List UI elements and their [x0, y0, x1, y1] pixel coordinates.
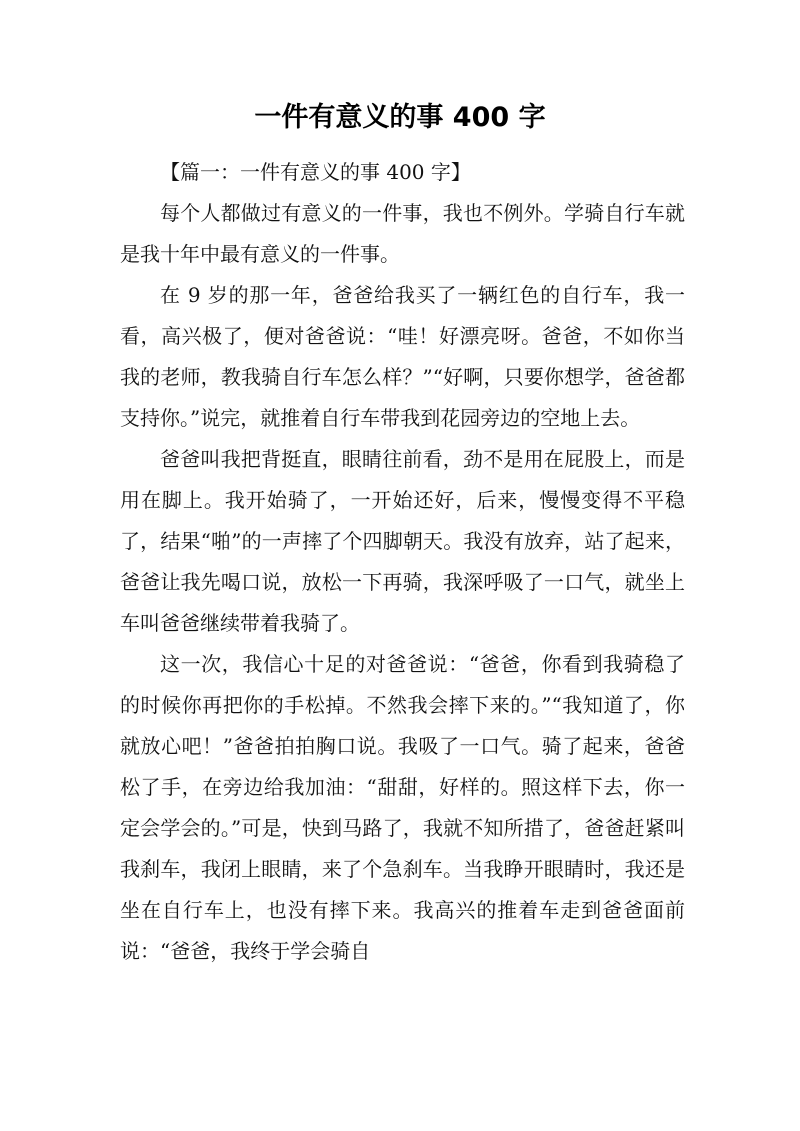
paragraph: 每个人都做过有意义的一件事，我也不例外。学骑自行车就是我十年中最有意义的一件事。: [120, 201, 685, 266]
paragraph: 在 9 岁的那一年，爸爸给我买了一辆红色的自行车，我一看，高兴极了，便对爸爸说：“哇！好漂亮呀。爸爸，不如你当我的老师，教我骑自行车怎么样？”“好啊，只要你想学，爸爸都支持你。”说完，就推着自行车带我到花园旁边的空地上去。: [120, 283, 685, 430]
document-body: [120, 152, 685, 972]
paragraph: 爸爸叫我把背挺直，眼睛往前看，劲不是用在屁股上，而是用在脚上。我开始骑了，一开始还好，后来，慢慢变得不平稳了，结果“啪”的一声摔了个四脚朝天。我没有放弃，站了起来，爸爸让我先喝口说，放松一下再骑，我深呼吸了一口气，就坐上车叫爸爸继续带着我骑了。: [120, 447, 685, 635]
paragraph: 这一次，我信心十足的对爸爸说：“爸爸，你看到我骑稳了的时候你再把你的手松掉。不然我会摔下来的。”“我知道了，你就放心吧！”爸爸拍拍胸口说。我吸了一口气。骑了起来，爸爸松了手，在旁边给我加油：“甜甜，好样的。照这样下去，你一定会学会的。”可是，快到马路了，我就不知所措了，爸爸赶紧叫我刹车，我闭上眼睛，来了个急刹车。当我睁开眼睛时，我还是坐在自行车上，也没有摔下来。我高兴的推着车走到爸爸面前说：“爸爸，我终于学会骑自: [120, 652, 685, 963]
document-title: 一件有意义的事 400 字: [254, 102, 546, 133]
subheading: 【篇一：一件有意义的事 400 字】: [160, 160, 471, 184]
